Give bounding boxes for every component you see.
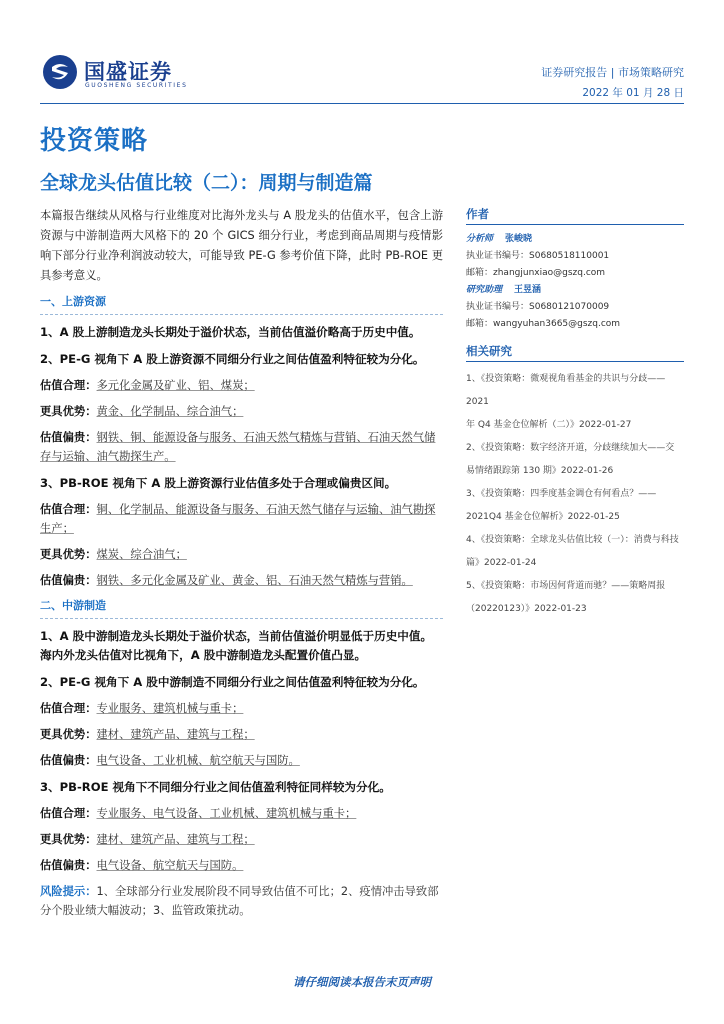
risk-text: 1、全球部分行业发展阶段不同导致估值不可比；2、疫情冲击导致部分个股业绩大幅波动；3、监管政策扰动。: [40, 885, 439, 917]
sidebar: [466, 206, 684, 621]
related-line[interactable]: 5、《投资策略：市场因何背道而驰？——策略周报: [466, 581, 666, 591]
footer-disclaimer: 请仔细阅读本报告末页声明: [293, 975, 431, 989]
analyst-role: 分析师: [466, 234, 494, 244]
upstream-pe-advantage: [40, 402, 443, 421]
upstream-pb-expensive: [40, 571, 443, 590]
assistant-email[interactable]: 邮箱：wangyuhan3665@gszq.com: [466, 319, 621, 329]
related-line[interactable]: 4、《投资策略：全球龙头估值比较（一）：消费与科技: [466, 535, 679, 545]
logo-english-name: GUOSHENG SECURITIES: [85, 82, 188, 89]
kv-value: 钢铁、多元化金属及矿业、黄金、铝、石油天然气精炼与营销。: [96, 574, 413, 587]
kv-value: 建材、建筑产品、建筑与工程；: [96, 728, 255, 741]
related-line[interactable]: 2021Q4 基金仓位解析》2022-01-25: [466, 512, 620, 522]
midstream-point-3: 3、PB-ROE 视角下不同细分行业之间估值盈利特征同样较为分化。: [40, 780, 391, 794]
kv-label: 更具优势：: [40, 833, 97, 846]
upstream-pb-advantage: [40, 545, 443, 564]
kv-value: 专业服务、建筑机械与重卡；: [96, 702, 244, 715]
assistant-role: 研究助理: [466, 285, 503, 295]
risk-label: 风险提示：: [40, 885, 97, 898]
related-line[interactable]: （20220123）》2022-01-23: [466, 604, 587, 614]
header-divider: [40, 103, 684, 104]
kv-value: 多元化金属及矿业、铝、煤炭；: [96, 379, 255, 392]
midstream-point-1: 1、A 股中游制造龙头长期处于溢价状态，当前估值溢价明显低于历史中值。海内外龙头估值对比视角下，A 股中游制造龙头配置价值凸显。: [40, 629, 433, 662]
midstream-heading: 二、中游制造: [40, 596, 443, 619]
midstream-pe-advantage: [40, 725, 443, 744]
midstream-pb-advantage: [40, 830, 443, 849]
kv-label: 估值合理：: [40, 379, 97, 392]
analyst-email[interactable]: 邮箱：zhangjunxiao@gszq.com: [466, 268, 606, 278]
upstream-pe-expensive: [40, 428, 443, 466]
assistant-row: [466, 282, 684, 299]
kv-label: 更具优势：: [40, 405, 97, 418]
upstream-point-3: 3、PB-ROE 视角下 A 股上游资源行业估值多处于合理或偏贵区间。: [40, 476, 397, 490]
kv-label: 更具优势：: [40, 728, 97, 741]
analyst-row: [466, 231, 684, 248]
kv-value: 专业服务、电气设备、工业机械、建筑机械与重卡；: [96, 807, 357, 820]
kv-label: 估值合理：: [40, 702, 97, 715]
related-line[interactable]: 易情绪跟踪第 130 期》2022-01-26: [466, 466, 614, 476]
main-content: [40, 206, 443, 920]
related-line[interactable]: 3、《投资策略：四季度基金调仓有何看点？——: [466, 489, 657, 499]
assistant-cert: 执业证书编号：S0680121070009: [466, 302, 610, 312]
kv-label: 估值偏贵：: [40, 754, 97, 767]
midstream-pb-expensive: [40, 856, 443, 875]
analyst-cert: 执业证书编号：S0680518110001: [466, 251, 610, 261]
report-type: 证券研究报告 | 市场策略研究: [541, 66, 684, 79]
authors-heading: 作者: [466, 206, 684, 225]
related-line[interactable]: 2、《投资策略：数字经济开道，分歧继续加大——交: [466, 443, 675, 453]
guosheng-logo-icon: [42, 54, 78, 90]
kv-value: 钢铁、铜、能源设备与服务、石油天然气精炼与营销、石油天然气储存与运输、油气勘探生产。: [40, 431, 436, 463]
intro-paragraph: 本篇报告继续从风格与行业维度对比海外龙头与 A 股龙头的估值水平，包含上游资源与中游制造两大风格下的 20 个 GICS 细分行业，考虑到商品周期与疫情影响下部分行业净利润波动较大，可能导致 PE-G 参考价值下降，此时 PB-ROE 更具参考意义。: [40, 209, 443, 282]
kv-label: 估值偏贵：: [40, 431, 97, 444]
report-date: 2022 年 01 月 28 日: [582, 87, 684, 99]
document-title: 全球龙头估值比较（二）：周期与制造篇: [40, 172, 373, 194]
upstream-pb-fair: [40, 500, 443, 538]
related-heading: 相关研究: [466, 343, 684, 362]
kv-value: 建材、建筑产品、建筑与工程；: [96, 833, 255, 846]
kv-value: 铜、化学制品、能源设备与服务、石油天然气储存与运输、油气勘探生产；: [40, 503, 436, 535]
kv-label: 估值合理：: [40, 503, 97, 516]
company-logo: [42, 54, 192, 94]
kv-value: 煤炭、综合油气；: [96, 548, 187, 561]
assistant-name: 王昱涵: [514, 285, 542, 295]
section-title: 投资策略: [40, 126, 149, 156]
analyst-name: 张峻晓: [505, 234, 533, 244]
midstream-pb-fair: [40, 804, 443, 823]
kv-value: 电气设备、工业机械、航空航天与国防。: [96, 754, 300, 767]
kv-value: 电气设备、航空航天与国防。: [96, 859, 244, 872]
midstream-pe-expensive: [40, 751, 443, 770]
upstream-pe-fair: [40, 376, 443, 395]
kv-label: 估值偏贵：: [40, 859, 97, 872]
upstream-heading: 一、上游资源: [40, 292, 443, 315]
kv-label: 更具优势：: [40, 548, 97, 561]
logo-chinese-name: 国盛证券: [84, 60, 172, 84]
upstream-point-1: 1、A 股上游制造龙头长期处于溢价状态，当前估值溢价略高于历史中值。: [40, 325, 421, 339]
kv-label: 估值偏贵：: [40, 574, 97, 587]
kv-label: 估值合理：: [40, 807, 97, 820]
related-line[interactable]: 1、《投资策略：微观视角看基金的共识与分歧——2021: [466, 374, 666, 407]
related-line[interactable]: 篇》2022-01-24: [466, 558, 537, 568]
midstream-pe-fair: [40, 699, 443, 718]
related-line[interactable]: 年 Q4 基金仓位解析（二）》2022-01-27: [466, 420, 632, 430]
kv-value: 黄金、化学制品、综合油气；: [96, 405, 244, 418]
midstream-point-2: 2、PE-G 视角下 A 股中游制造不同细分行业之间估值盈利特征较为分化。: [40, 675, 425, 689]
risk-warning: [40, 882, 443, 920]
upstream-point-2: 2、PE-G 视角下 A 股上游资源不同细分行业之间估值盈利特征较为分化。: [40, 352, 425, 366]
